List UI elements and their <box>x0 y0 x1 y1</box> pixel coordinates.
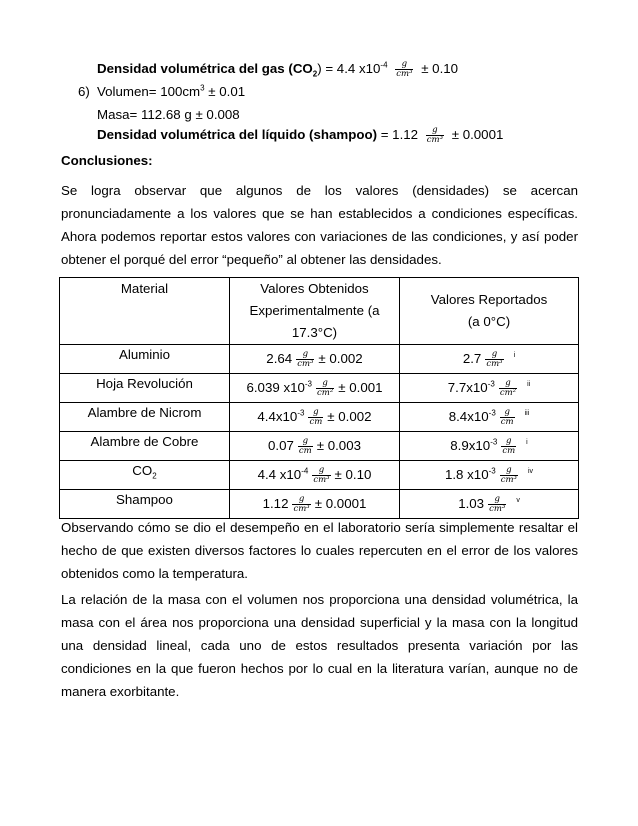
cell-material: Shampoo <box>60 490 230 519</box>
shampoo-density-error: ± 0.0001 <box>451 127 504 143</box>
conclusions-paragraph-1: Se logra observar que algunos de los valores (densidades) se acercan pronunciadamente a los valores que se han establecidos a condiciones específicas. Ahora podemos reportar estos valores con variaciones de las condiciones, y así poder obtener el porqué del error “pequeño” al obtener las densidades. <box>61 183 578 267</box>
table-row <box>60 432 579 461</box>
unit-fraction: $\frac{g}{\text{cm³}}$ <box>500 464 517 485</box>
table-body <box>60 345 579 519</box>
cell-obtained: $4.4x10^{-3}$ $\frac{g}{cm}$ ± 0.002 <box>230 403 400 432</box>
shampoo-density-line <box>97 126 503 145</box>
cell-reported: $7.7x10^{-3}$ $\frac{g}{\text{cm²}}$ $^{ii}$ <box>400 374 579 403</box>
reference-note: iii <box>524 410 530 418</box>
reference-note: ii <box>527 381 531 389</box>
cell-material: Aluminio <box>60 345 230 374</box>
unit-fraction: $\frac{g}{\text{cm³}}$ <box>313 464 330 485</box>
unit-fraction: $\frac{g}{\text{cm²}}$ <box>317 377 334 398</box>
item-6 <box>78 84 90 99</box>
cell-reported: 1.8 $x10^{-3}$ $\frac{g}{\text{cm³}}$ $^{iv}$ <box>400 461 579 490</box>
table-row <box>60 345 579 374</box>
header-reported: Valores Reportados (a 0°C) <box>400 278 579 345</box>
cell-material: Alambre de Cobre <box>60 432 230 461</box>
unit-fraction: $\frac{g}{\text{cm²}}$ <box>499 377 517 398</box>
cell-material: $CO_2$ <box>60 461 230 490</box>
co2-density-line: Densidad volumétrica del gas $(CO_2) = 4.4$ $x10^{-4}$ $\frac{g}{\text{cm³}}$ ± 0.10 <box>97 59 459 79</box>
unit-fraction: $\frac{g}{cm}$ <box>500 406 514 427</box>
unit-fraction: $\frac{g}{cm}$ <box>502 435 516 456</box>
cell-obtained: 6.039 $x10^{-3}$ $\frac{g}{\text{cm²}}$ ± 0.001 <box>230 374 400 403</box>
header-obtained: Valores Obtenidos Experimentalmente (a 17.3°C) <box>230 278 400 345</box>
co2-density-value: ) = 4.4 x10 <box>317 61 381 77</box>
table-row <box>60 461 579 490</box>
unit-fraction: $\frac{g}{\text{cm³}}$ <box>297 348 314 369</box>
table-row <box>60 490 579 519</box>
cell-reported: 1.03 $\frac{g}{\text{cm³}}$ $^v$ <box>400 490 579 519</box>
reference-note: v <box>516 497 520 505</box>
header-material: Material <box>60 278 230 345</box>
co2-density-error: ± 0.10 <box>421 61 459 77</box>
unit-fraction: $\frac{g}{\text{cm³}}$ <box>489 493 506 514</box>
co2-density-label: Densidad volumétrica del gas ($CO_2$ <box>97 61 318 79</box>
mass-line: Masa= 112.68 g ± 0.008 <box>97 107 240 122</box>
conclusions-heading: Conclusiones: <box>61 153 153 168</box>
cell-reported: $8.4x10^{-3}$ $\frac{g}{cm}$ $^{iii}$ <box>400 403 579 432</box>
volume-line: Volumen= $100cm^3 \pm 0.01$ <box>97 83 246 99</box>
item-6-number: 6) <box>78 84 90 99</box>
unit-fraction: $\frac{g}{cm}$ <box>298 435 312 456</box>
co2-density-unit: $\frac{g}{\text{cm³}}$ <box>396 59 413 79</box>
cell-material: Hoja Revolución <box>60 374 230 403</box>
conclusions-paragraph-2: Observando cómo se dio el desempeño en el laboratorio sería simplemente resaltar el hecho de que existen diversos factores lo cuales repercuten en el error de los valores obtenidos como la temperatura. <box>61 520 578 581</box>
shampoo-density-label: Densidad volumétrica del líquido (shampoo) <box>97 127 378 143</box>
unit-fraction: $\frac{g}{\text{cm³}}$ <box>293 493 310 514</box>
cell-reported: $8.9x10^{-3}$ $\frac{g}{cm}$ $^i$ <box>400 432 579 461</box>
unit-fraction: $\frac{g}{cm}$ <box>309 406 323 427</box>
cell-obtained: 2.64 $\frac{g}{\text{cm³}}$ ± 0.002 <box>230 345 400 374</box>
conclusions-paragraph-3: La relación de la masa con el volumen nos proporciona una densidad volumétrica, la masa con el área nos proporciona una densidad superficial y la masa con la longitud una densidad lineal, cada uno de estos resultados presenta variación por las condiciones en la que fueron hechos por lo cual en la literatura varían, aunque no de manera exorbitante. <box>61 592 578 699</box>
cell-obtained: 1.12 $\frac{g}{\text{cm³}}$ ± 0.0001 <box>230 490 400 519</box>
table-row <box>60 374 579 403</box>
density-table <box>59 277 579 519</box>
cell-reported: 2.7 $\frac{g}{\text{cm³}}$ $^i$ <box>400 345 579 374</box>
reference-note: iv <box>527 468 534 476</box>
shampoo-density-unit: $\frac{g}{\text{cm³}}$ <box>426 125 443 145</box>
cell-obtained: 4.4 $x10^{-4}$ $\frac{g}{\text{cm³}}$ ± 0.10 <box>230 461 400 490</box>
table-header-row <box>60 278 579 345</box>
table-row <box>60 403 579 432</box>
cell-material: Alambre de Nicrom <box>60 403 230 432</box>
unit-fraction: $\frac{g}{\text{cm³}}$ <box>486 348 503 369</box>
shampoo-density-value: = 1.12 <box>377 127 419 143</box>
reference-note: i <box>513 352 516 360</box>
cell-obtained: 0.07 $\frac{g}{cm}$ ± 0.003 <box>230 432 400 461</box>
reference-note: i <box>526 439 528 447</box>
